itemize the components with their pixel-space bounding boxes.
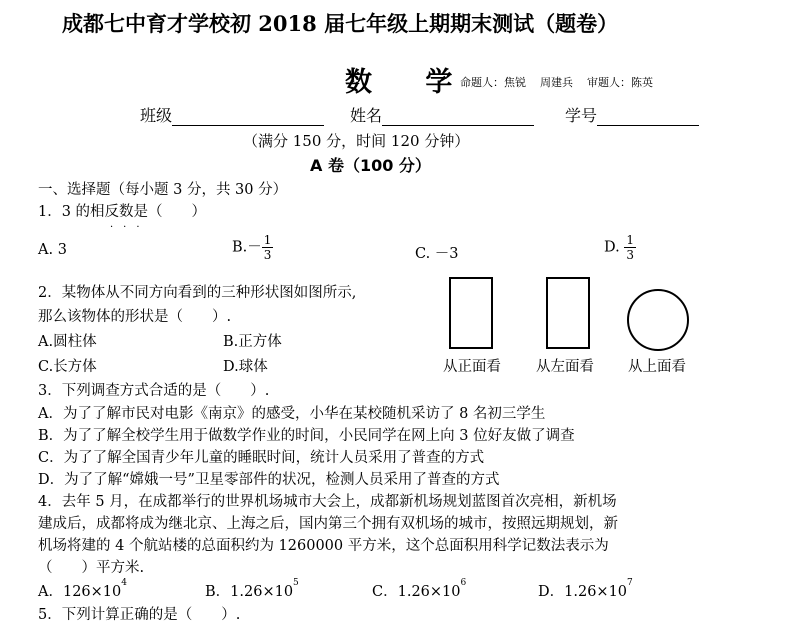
number-blank[interactable] [597, 109, 699, 126]
q1-option-d[interactable]: D. $\frac{1}{3}$ [604, 233, 634, 262]
front-view-label: 从正面看 [443, 359, 501, 375]
q1-option-a[interactable]: A. 3 [38, 242, 67, 258]
top-view-circle [628, 290, 688, 350]
q3-option-c[interactable]: C．为了了解全国青少年儿童的睡眠时间，统计人员采用了普查的方式 [38, 450, 485, 466]
subject-title: 数 学 [345, 67, 475, 98]
q1-stem: 1．3 的相反数是（ ） [38, 204, 207, 220]
author-2: 周建兵 [540, 76, 573, 89]
number-field[interactable] [565, 103, 699, 126]
q4-line3: 机场将建的 4 个航站楼的总面积约为 1260000 平方米，这个总面积用科学记数法表示为 [38, 538, 609, 554]
three-view-figures [440, 275, 700, 353]
q2-option-a[interactable]: A.圆柱体 [38, 334, 97, 350]
fraction: $\frac{1}{3}$ [626, 233, 634, 262]
q4-option-b[interactable]: B．$1.26\times 10^5$ [205, 578, 299, 600]
left-view-label: 从左面看 [536, 359, 594, 375]
q1-option-b[interactable]: B.－ $\frac{1}{3}$ [232, 233, 272, 262]
q2-option-d[interactable]: D.球体 [223, 359, 268, 375]
q3-option-d[interactable]: D．为了了解“嫦娥一号”卫星零部件的状况，检测人员采用了普查的方式 [38, 472, 500, 488]
q4-line2: 建成后，成都将成为继北京、上海之后，国内第三个拥有双机场的城市，按照远期规划，新 [38, 516, 618, 532]
section-a-heading: A 卷（100 分） [310, 156, 431, 175]
fraction: $\frac{1}{3}$ [263, 233, 272, 262]
front-view-rectangle [450, 278, 492, 348]
authors [460, 74, 667, 90]
exam-title: 成都七中育才学校初 2018 届七年级上期期末测试（题卷） [62, 11, 619, 36]
q2-option-c[interactable]: C.长方体 [38, 359, 97, 375]
name-label: 姓名 [350, 106, 383, 125]
q4-line4: （ ）平方米. [38, 560, 145, 576]
q4-option-d[interactable]: D．$1.26\times 10^7$ [538, 578, 633, 600]
q2-stem-line1: 2．某物体从不同方向看到的三种形状图如图所示, [38, 285, 357, 301]
number-label: 学号 [565, 106, 598, 125]
q4-option-c[interactable]: C．$1.26\times 10^6$ [372, 578, 467, 600]
q4-option-a[interactable]: A．$126\times 10^4$ [38, 578, 127, 600]
q2-stem-line2: 那么该物体的形状是（ ）. [38, 309, 232, 325]
part1-heading: 一、选择题（每小题 3 分，共 30 分） [38, 182, 288, 198]
q5-stem: 5．下列计算正确的是（ ）. [38, 607, 241, 623]
author-3: 审题人：陈英 [587, 76, 653, 89]
left-view-rectangle [547, 278, 589, 348]
q3-stem: 3．下列调查方式合适的是（ ）. [38, 383, 270, 399]
class-blank[interactable] [172, 109, 324, 126]
emphasis-dots: ··· [110, 222, 150, 233]
q2-option-b[interactable]: B.正方体 [223, 334, 282, 350]
name-field[interactable] [350, 103, 534, 126]
name-blank[interactable] [382, 109, 534, 126]
author-1: 命题人：焦锐 [460, 76, 526, 89]
q3-option-b[interactable]: B．为了了解全校学生用于做数学作业的时间，小民同学在网上向 3 位好友做了调查 [38, 428, 575, 444]
q1-option-c[interactable]: C. －3 [415, 246, 459, 262]
top-view-label: 从上面看 [628, 359, 686, 375]
class-label: 班级 [140, 106, 173, 125]
score-info: （满分 150 分，时间 120 分钟） [243, 132, 470, 150]
class-field[interactable] [140, 103, 324, 126]
q4-line1: 4．去年 5 月，在成都举行的世界机场城市大会上，成都新机场规划蓝图首次亮相，新机场 [38, 494, 617, 510]
q3-option-a[interactable]: A．为了了解市民对电影《南京》的感受，小华在某校随机采访了 8 名初三学生 [38, 406, 546, 422]
